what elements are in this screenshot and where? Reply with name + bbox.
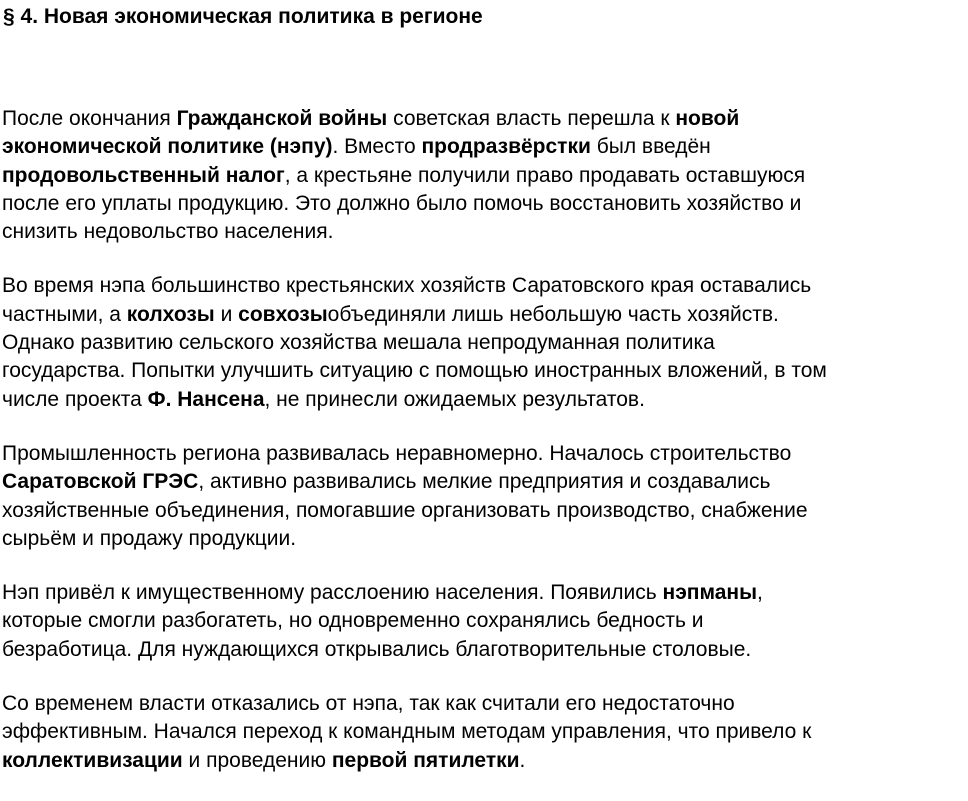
text-run: государства. Попытки улучшить ситуацию с помощью иностранных вложений, в том (2, 359, 827, 383)
text-line (2, 272, 968, 300)
text-line (2, 579, 968, 607)
bold-term: новой (675, 107, 740, 130)
text-line (2, 747, 968, 775)
text-run: снизить недовольство населения. (2, 220, 334, 244)
bold-term: совхозы (238, 302, 328, 326)
text-run: , (757, 581, 763, 605)
text-run: числе проекта (2, 387, 148, 411)
text-run: сырьём и продажу продукции. (2, 526, 297, 550)
paragraph-4 (2, 579, 968, 664)
text-run: После окончания (2, 107, 177, 130)
text-line (2, 497, 968, 525)
text-run: , а крестьяне получили право продавать оставшуюся (284, 163, 806, 187)
bold-term: Саратовской ГРЭС (2, 470, 199, 494)
text-run: Во время нэпа большинство крестьянских хозяйств Саратовского края оставались (2, 274, 812, 298)
text-run: безработица. Для нуждающихся открывались благотворительные столовые. (2, 637, 752, 661)
text-line (2, 190, 968, 218)
text-line (2, 718, 968, 746)
text-line (2, 525, 968, 553)
text-line (2, 690, 968, 718)
bold-term: коллективизации (2, 748, 183, 772)
paragraph-1 (2, 105, 968, 246)
text-line (2, 218, 968, 246)
text-line (2, 329, 968, 357)
text-line (2, 607, 968, 635)
text-run: . Вместо (332, 135, 422, 159)
bold-term: продразвёрстки (421, 135, 591, 159)
text-line (2, 440, 968, 468)
paragraph-5 (2, 690, 968, 775)
bold-term: экономической политике (нэпу) (2, 135, 333, 159)
text-run: и (214, 302, 239, 326)
text-run: Со временем власти отказались от нэпа, так как считали его недостаточно (2, 692, 735, 716)
text-run: Однако развитию сельского хозяйства мешала непродуманная политика (2, 331, 715, 355)
bold-term: колхозы (126, 302, 215, 326)
text-line (2, 386, 968, 414)
text-run: , активно развивались мелкие предприятия и создавались (198, 470, 771, 494)
text-line (2, 105, 968, 133)
text-run: после его уплаты продукцию. Это должно было помочь восстановить хозяйство и (2, 191, 802, 215)
text-run: частными, а (2, 302, 127, 326)
text-run: Нэп привёл к имущественному расслоению населения. Появились (2, 581, 663, 605)
paragraph-3 (2, 440, 968, 553)
text-line (2, 468, 968, 496)
text-run: советская власть перешла к (387, 107, 676, 130)
paragraph-2 (2, 272, 968, 413)
bold-term: нэпманы (662, 581, 758, 605)
text-run: Промышленность региона развивалась неравномерно. Началось строительство (2, 441, 792, 465)
bold-term: Гражданской войны (176, 107, 388, 130)
text-run: которые смогли разбогатеть, но одновременно сохранялись бедность и (2, 609, 704, 633)
text-run: объединяли лишь небольшую часть хозяйств. (327, 302, 779, 326)
text-run: эффективным. Начался переход к командным методам управления, что привело к (2, 720, 812, 744)
text-run: был введён (590, 135, 711, 159)
text-line (2, 636, 968, 664)
bold-term: продовольственный налог (2, 163, 285, 187)
bold-term: Ф. Нансена (147, 387, 265, 411)
text-run: , не принесли ожидаемых результатов. (264, 387, 645, 411)
text-run: хозяйственные объединения, помогавшие организовать производство, снабжение (2, 498, 808, 522)
section-title: § 4. Новая экономическая политика в регионе (3, 5, 483, 28)
text-run: . (519, 748, 526, 772)
text-line (2, 357, 968, 385)
text-line (2, 301, 968, 329)
text-run: и проведению (182, 748, 332, 772)
text-line (2, 162, 968, 190)
bold-term: первой пятилетки (331, 748, 520, 772)
text-line (2, 133, 968, 161)
section-body (2, 105, 968, 801)
